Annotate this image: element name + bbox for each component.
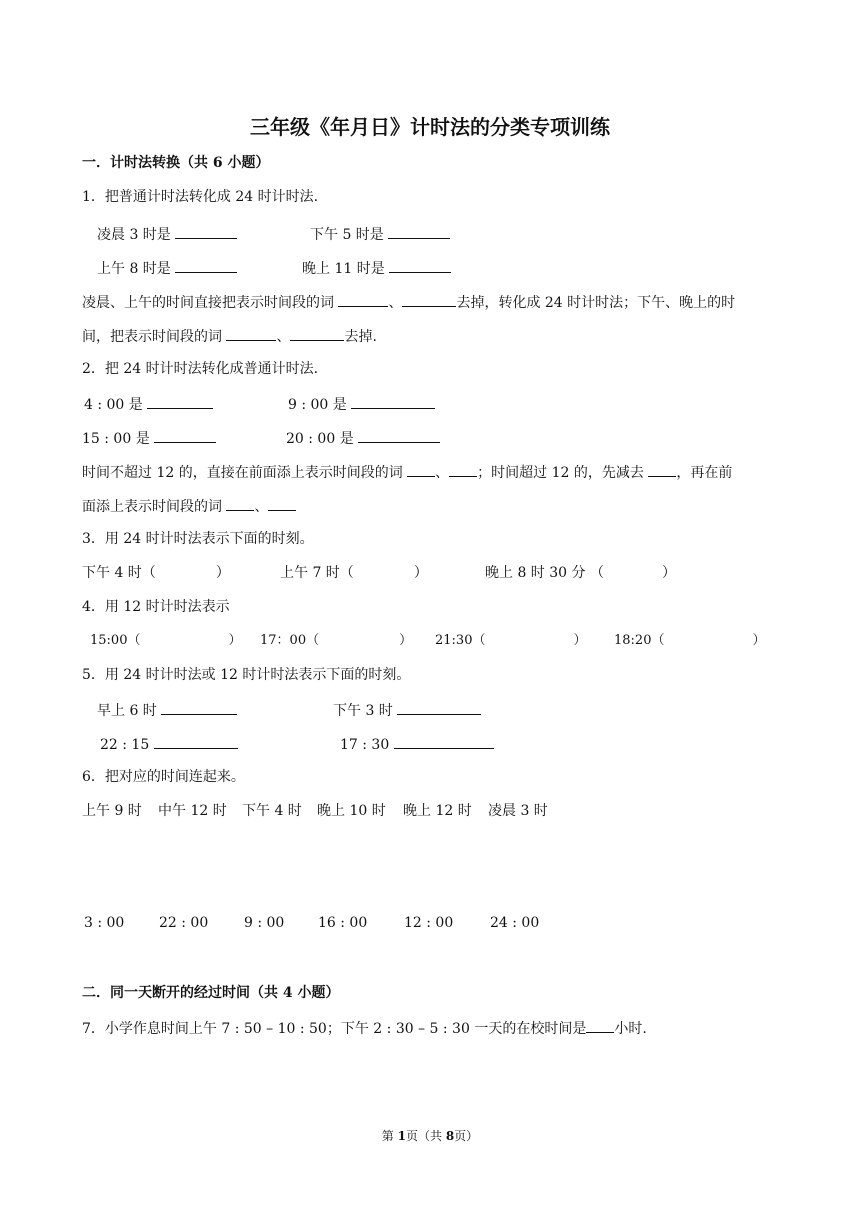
- q6-top-item[interactable]: 晚上 12 时: [403, 803, 472, 819]
- q1-item-c: 上午 8 时是: [97, 258, 237, 278]
- answer-blank[interactable]: [268, 496, 296, 511]
- answer-blank[interactable]: [402, 292, 456, 307]
- answer-blank[interactable]: [147, 394, 213, 409]
- q4-stem: 4．用 12 时计时法表示: [82, 599, 230, 615]
- q2-item-a: 4 : 00 是: [84, 394, 213, 414]
- q7-text: 7．小学作息时间上午 7 : 50 – 10 : 50；下午 2 : 30 – 5 : 30 一天的在校时间是 小时.: [82, 1018, 647, 1038]
- q6-bottom-item[interactable]: 12 : 00: [404, 915, 454, 931]
- answer-blank[interactable]: [407, 462, 435, 477]
- answer-blank[interactable]: [449, 462, 477, 477]
- answer-blank[interactable]: [648, 462, 676, 477]
- q4-item-b: 17：00（ ）: [260, 633, 413, 648]
- answer-blank[interactable]: [226, 496, 254, 511]
- answer-blank[interactable]: [394, 734, 494, 749]
- q1-item-b: 下午 5 时是: [310, 224, 450, 244]
- answer-blank[interactable]: [175, 224, 237, 239]
- q6-top-item[interactable]: 晚上 10 时: [317, 803, 386, 819]
- q6-bottom-item[interactable]: 9 : 00: [244, 915, 285, 931]
- answer-blank[interactable]: [397, 700, 481, 715]
- total-pages: 8: [445, 1129, 455, 1143]
- current-page-number: 1: [397, 1129, 406, 1143]
- answer-blank[interactable]: [338, 292, 388, 307]
- q6-bottom-item[interactable]: 22 : 00: [159, 915, 209, 931]
- q6-bottom-item[interactable]: 16 : 00: [318, 915, 368, 931]
- q2-item-b: 9 : 00 是: [288, 394, 435, 414]
- answer-blank[interactable]: [290, 326, 344, 341]
- q1-paragraph-line2: 间，把表示时间段的词 、 去掉.: [82, 326, 377, 346]
- q2-item-c: 15 : 00 是: [82, 428, 216, 448]
- section-1-heading: 一．计时法转换（共 6 小题）: [82, 155, 270, 171]
- q4-item-a: 15:00（ ）: [90, 633, 242, 648]
- q3-stem: 3．用 24 时计时法表示下面的时刻。: [82, 531, 314, 547]
- q1-stem: 1．把普通计时法转化成 24 时计时法.: [82, 189, 319, 205]
- q2-stem: 2．把 24 时计时法转化成普通计时法.: [82, 361, 319, 377]
- answer-blank[interactable]: [389, 258, 451, 273]
- q4-item-d: 18:20（ ）: [614, 633, 766, 648]
- answer-blank[interactable]: [586, 1018, 614, 1033]
- q6-top-item[interactable]: 中午 12 时: [158, 803, 227, 819]
- q6-top-item[interactable]: 上午 9 时: [82, 803, 142, 819]
- q6-bottom-item[interactable]: 3 : 00: [84, 915, 125, 931]
- q5-item-a: 早上 6 时: [97, 700, 237, 720]
- q6-stem: 6．把对应的时间连起来。: [82, 769, 245, 785]
- answer-blank[interactable]: [175, 258, 237, 273]
- q3-item-b: 上午 7 时（ ）: [280, 565, 428, 581]
- q3-item-c: 晚上 8 时 30 分 （ ）: [485, 565, 676, 581]
- q5-item-c: 22 : 15: [100, 734, 238, 754]
- q2-paragraph-line2: 面添上表示时间段的词 、: [82, 496, 296, 516]
- q1-paragraph-line1: 凌晨、上午的时间直接把表示时间段的词 、 去掉，转化成 24 时计时法；下午、晚上的时: [82, 292, 735, 312]
- q5-stem: 5．用 24 时计时法或 12 时计时法表示下面的时刻。: [82, 667, 411, 683]
- page-footer: 第 1页（共 8页）: [381, 1129, 479, 1143]
- answer-blank[interactable]: [388, 224, 450, 239]
- q6-top-item[interactable]: 下午 4 时: [242, 803, 302, 819]
- page-title: 三年级《年月日》计时法的分类专项训练: [250, 115, 610, 139]
- q4-item-c: 21:30（ ）: [435, 633, 587, 648]
- answer-blank[interactable]: [154, 734, 238, 749]
- q5-item-d: 17 : 30: [340, 734, 494, 754]
- q5-item-b: 下午 3 时: [333, 700, 481, 720]
- q6-bottom-item[interactable]: 24 : 00: [490, 915, 540, 931]
- answer-blank[interactable]: [358, 428, 440, 443]
- answer-blank[interactable]: [226, 326, 276, 341]
- answer-blank[interactable]: [161, 700, 237, 715]
- q6-top-item[interactable]: 凌晨 3 时: [488, 803, 548, 819]
- q2-paragraph-line1: 时间不超过 12 的，直接在前面添上表示时间段的词 、 ；时间超过 12 的，先减去 ，再在前: [82, 462, 732, 482]
- q2-item-d: 20 : 00 是: [286, 428, 440, 448]
- answer-blank[interactable]: [351, 394, 435, 409]
- q1-item-d: 晚上 11 时是: [302, 258, 451, 278]
- q3-item-a: 下午 4 时（ ）: [82, 565, 230, 581]
- section-2-heading: 二．同一天断开的经过时间（共 4 小题）: [82, 985, 340, 1001]
- answer-blank[interactable]: [154, 428, 216, 443]
- q1-item-a: 凌晨 3 时是: [97, 224, 237, 244]
